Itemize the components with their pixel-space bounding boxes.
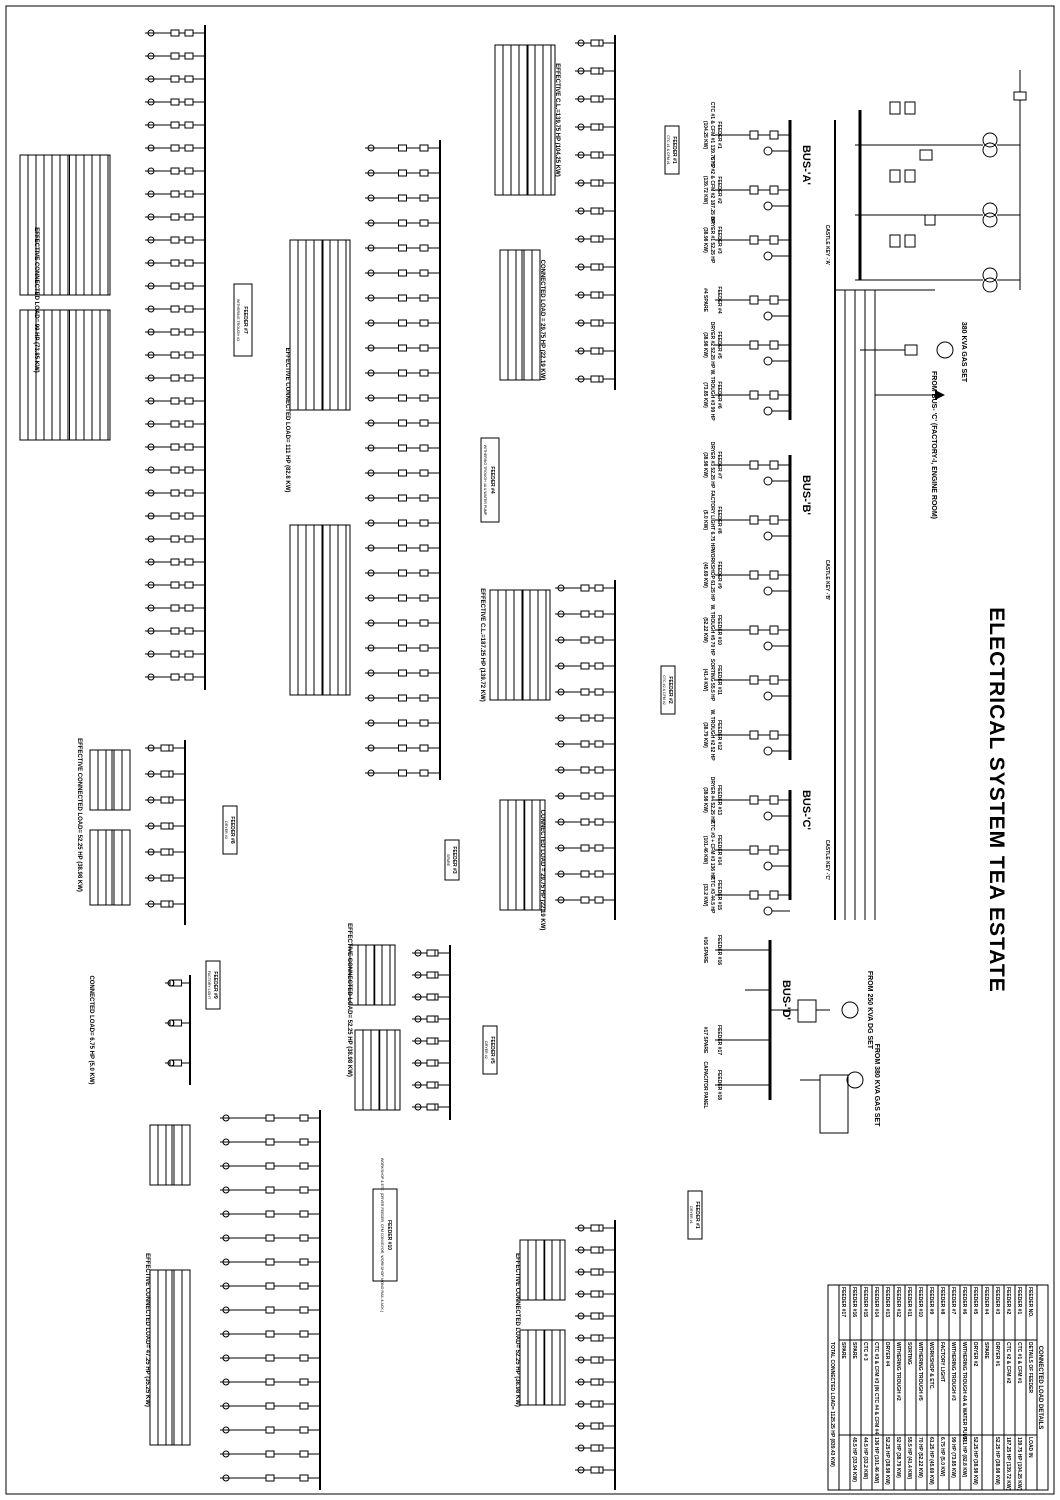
feeder-10-subtitle: WORKSHOP & ETC. (DRYER FEEDER, CFM CONVEYOR, WORKSHOP, MONO RAIL & ACK.) xyxy=(380,1157,384,1313)
load-table-title: CONNECTED LOAD DETAILS xyxy=(1037,1345,1043,1430)
load-table-cell: SORTING xyxy=(906,1342,912,1365)
castle-key-c: CASTLE KEY -'C' xyxy=(824,839,830,881)
bus-feeder-label: (5.0 KW) xyxy=(702,510,708,530)
feeder-5-title: FEEDER #5 xyxy=(489,1036,495,1064)
load-table-cell: CTC #1 & CFM #1 xyxy=(1016,1342,1022,1384)
bus-feeder-label: FEEDER #9 xyxy=(716,561,722,589)
bus-feeder-label: (101.46 KW) xyxy=(702,835,708,865)
bus-feeder-label: (38.98 KW) xyxy=(702,227,708,253)
load-table-cell: 70 HP (52.22 KW) xyxy=(917,1437,923,1478)
load-table-cell: FEEDER #5 xyxy=(972,1287,978,1315)
dg-set-label: FROM 250 KVA DG SET xyxy=(866,970,873,1050)
feeder-detail xyxy=(412,945,450,1120)
load-table-cell: FEEDER #12 xyxy=(895,1287,901,1318)
load-table-cell: WITHERING TROUGH #2 xyxy=(895,1342,901,1401)
bus-feeder-label: CTC #1 & CFM #1 139.75 HP xyxy=(709,101,715,169)
bus-feeder xyxy=(702,217,790,264)
load-table-cell: SPARE xyxy=(851,1342,857,1359)
feeder-3-title: FEEDER #3 xyxy=(451,846,457,874)
motor-table xyxy=(290,525,350,695)
bus-feeder-label: (38.98 KW) xyxy=(702,787,708,813)
bus-feeder-label: (73.85 KW) xyxy=(702,382,708,408)
load-table-header: LOAD IN xyxy=(1027,1437,1033,1458)
bus-feeder-label: FEEDER #15 xyxy=(716,879,722,911)
motor-table xyxy=(150,1270,190,1445)
load-table-cell: 52 HP (38.79 KW) xyxy=(895,1437,901,1478)
load-table-cell: FEEDER #4 xyxy=(983,1287,989,1315)
bus-feeder xyxy=(702,157,790,224)
drawing-title: ELECTRICAL SYSTEM TEA ESTATE xyxy=(985,607,1008,993)
load-table-cell: FEEDER #6 xyxy=(961,1287,967,1315)
motor-table xyxy=(290,240,350,410)
feeder-9-connected: CONNECTED LOAD= 6.75 HP (5.0 KW) xyxy=(88,975,94,1085)
bus-feeder xyxy=(702,877,790,915)
bus-feeder-label: FACTORY LIGHT 6.75 HP xyxy=(709,490,715,550)
feeder-3-subtitle: SPARE xyxy=(446,854,450,866)
motor-table xyxy=(90,750,130,810)
feeder-dryer1-effective: EFFECTIVE CONNECTED LOAD= 52.25 HP (38.98 KW) xyxy=(514,1253,520,1407)
bus-feeder xyxy=(702,1061,745,1108)
bus-feeder xyxy=(702,821,790,880)
load-table-cell: FEEDER #17 xyxy=(840,1287,846,1318)
load-table-cell: 99 HP (73.85 KW) xyxy=(950,1437,956,1478)
bus-feeder-label: W. TROUGH #3 99 HP xyxy=(709,369,715,421)
load-table-cell: 52.25 HP (38.98 KW) xyxy=(994,1437,1000,1485)
load-table-cell: 45.5 HP (33.94 KW) xyxy=(851,1437,857,1482)
bus-feeder-label: #4 SPARE xyxy=(702,288,708,312)
feeder-2-subtitle: CTC #2 & CFM #2 xyxy=(662,675,666,705)
load-table-cell: DRYER #1 xyxy=(994,1342,1000,1367)
load-table-cell: FEEDER #16 xyxy=(851,1287,857,1318)
feeder-5-effective: EFFECTIVE CONNECTED LOAD= 52.25 HP (38.98 KW) xyxy=(346,923,352,1077)
bus-feeder-label: CTC #2 & CFM #2 187.25 HP xyxy=(709,156,715,224)
load-table-cell: 44.5 HP (33.2 KW) xyxy=(862,1437,868,1480)
load-table-cell: FEEDER #14 xyxy=(873,1287,879,1318)
load-table-cell: FEEDER #8 xyxy=(939,1287,945,1315)
bus-feeder-label: (45.69 KW) xyxy=(702,562,708,588)
bus-feeder-label: WORKSHOP 61.25 HP xyxy=(709,548,715,602)
feeder-detail xyxy=(575,1220,615,1490)
load-table-cell: 61.25 HP (45.69 KW) xyxy=(928,1437,934,1485)
bus-a-label: BUS-'A' xyxy=(800,144,812,186)
motor-table xyxy=(90,830,130,905)
bus-feeder-label: CAPACITOR PANEL xyxy=(702,1061,708,1109)
bus-feeder-label: FEEDER #10 xyxy=(716,614,722,646)
motor-table xyxy=(350,945,395,1005)
feeder-2-title: FEEDER #2 xyxy=(667,676,673,704)
load-table-cell: 111 HP (82.8 KW) xyxy=(961,1437,967,1478)
load-table-cell: WITHERING TROUGH #3 xyxy=(950,1342,956,1401)
bus-feeder xyxy=(702,322,790,369)
bus-feeder-label: (139.72 KW) xyxy=(702,175,708,205)
feeder-4-subtitle: WITHERING TROUGH 4A & WATER PUMP xyxy=(483,444,487,516)
feeder-8-title: FEEDER #8 xyxy=(229,816,235,844)
bus-feeder-label: (41.4 KW) xyxy=(702,668,708,692)
load-table-cell: FEEDER #9 xyxy=(928,1287,934,1315)
motor-table xyxy=(495,45,555,195)
load-table-cell: FEEDER #7 xyxy=(950,1287,956,1315)
feeder-titles xyxy=(206,126,702,1312)
feeder-detail-group xyxy=(20,25,615,1490)
feeder-detail xyxy=(145,740,185,925)
bus-feeder-label: W. TROUGH #2 52 HP xyxy=(709,709,715,761)
load-table-cell: CTC #2 & CFM #2 xyxy=(1005,1342,1011,1384)
bus-d-label: BUS-'D' xyxy=(780,979,792,1021)
bus-feeder-label: SORTING 55.5 HP xyxy=(709,658,715,702)
bus-feeder-label: FEEDER #6 xyxy=(716,381,722,409)
bus-feeder-label: FEEDER #18 xyxy=(716,1069,722,1101)
bus-feeder xyxy=(702,442,790,489)
feeder-5-subtitle: DRYER #2 xyxy=(484,1041,488,1059)
feeder-9-title: FEEDER #9 xyxy=(212,971,218,999)
bus-feeder-label: FEEDER #3 xyxy=(716,226,722,254)
load-table-cell: 136 HP (101.46 KW) xyxy=(873,1437,879,1484)
load-table-cell: 187.25 HP (139.72 KW) xyxy=(1005,1437,1011,1491)
feeder-detail xyxy=(145,25,205,690)
feeder-8-effective: EFFECTIVE CONNECTED LOAD= 52.25 HP (38.98 KW) xyxy=(76,738,82,892)
bus-feeder xyxy=(702,709,790,761)
bus-feeder-label: (52.22 KW) xyxy=(702,617,708,643)
load-table-cell: FEEDER #13 xyxy=(884,1287,890,1318)
castle-key-b: CASTLE KEY -'B' xyxy=(824,559,830,601)
feeder-1-effective: EFFECTIVE C.L.=139.75 HP (104.25 KW) xyxy=(554,63,560,177)
bus-feeder xyxy=(702,659,790,702)
connected-load-table xyxy=(828,1285,1048,1491)
feeder-detail xyxy=(220,1110,320,1490)
bus-feeder-label: DRYER #1 52.25 HP xyxy=(709,216,715,264)
bus-feeder-label: DRYER #4 52.25 HP xyxy=(709,776,715,824)
bus-feeder-label: FEEDER #8 xyxy=(716,506,722,534)
feeder-1-title: FEEDER #1 xyxy=(671,136,677,164)
load-table-cell: CTC #3 & CFM #3 (IN CTC #4 & CFM #4) xyxy=(873,1342,879,1436)
load-table-cell: DRYER #2 xyxy=(972,1342,978,1367)
load-table-cell: FEEDER #10 xyxy=(917,1287,923,1318)
bus-feeder xyxy=(702,777,790,824)
motor-table xyxy=(355,1030,400,1110)
bus-feeder-label: FEEDER #4 xyxy=(716,286,722,314)
feeder-detail xyxy=(575,35,615,390)
feeder-4-title: FEEDER #4 xyxy=(489,466,495,494)
load-table-header: FEEDER NO. xyxy=(1027,1287,1033,1318)
bus-feeder-label: FEEDER #17 xyxy=(716,1024,722,1056)
bus-feeder xyxy=(702,286,790,320)
bus-feeder-label: FEEDER #5 xyxy=(716,331,722,359)
bus-feeder-label: FEEDER #1 xyxy=(716,121,722,149)
bus-feeder-label: (33.2 KW) xyxy=(702,883,708,907)
gas-set-2-label: FROM 380 KVA GAS SET xyxy=(873,1043,880,1127)
bus-c-label: BUS-'C' xyxy=(800,789,812,831)
feeder-1-connected: CONNECTED LOAD = 29.75 HP (22.19 KW) xyxy=(539,259,545,381)
bus-feeder-label: (38.98 KW) xyxy=(702,332,708,358)
bus-feeder-label: CTC #3 + CFM #3 136 HP xyxy=(709,820,715,880)
bus-feeder-label: FEEDER #2 xyxy=(716,176,722,204)
load-table-cell: FEEDER #1 xyxy=(1016,1287,1022,1315)
load-table-header: DETAILS OF FEEDER xyxy=(1027,1342,1033,1394)
feeder-1-subtitle: CTC #1 & CFM #1 xyxy=(666,135,670,165)
load-table-cell: 6.75 HP (5.0 KW) xyxy=(939,1437,945,1477)
feeder-detail xyxy=(365,140,440,780)
bus-feeder-label: FEEDER #11 xyxy=(716,665,722,695)
load-table-cell: 52.25 HP (38.98 KW) xyxy=(972,1437,978,1485)
motor-table xyxy=(520,1330,565,1405)
feeder-8-subtitle: DRYER #3 xyxy=(224,821,228,839)
bus-feeder-label: (38.79 KW) xyxy=(702,722,708,748)
motor-table xyxy=(500,800,545,910)
load-table-cell: FACTORY LIGHT xyxy=(939,1342,945,1382)
bus-feeder-label: FEEDER #13 xyxy=(716,784,722,816)
motor-table xyxy=(150,1125,190,1185)
load-table-cell: WITHERING TROUGH #5 xyxy=(917,1342,923,1401)
load-table-cell: SPARE xyxy=(983,1342,989,1359)
bus-feeder-label: #17 SPARE xyxy=(702,1026,708,1054)
load-table-cell: FEEDER #15 xyxy=(862,1287,868,1318)
bus-feeder-label: FEEDER #16 xyxy=(716,934,722,966)
feeder-10-title: FEEDER #10 xyxy=(386,1219,392,1251)
feeder-9-subtitle: FACTORY LIGHT xyxy=(207,970,211,1000)
feeder-7-subtitle: WITHERING TROUGH #3 xyxy=(236,298,240,342)
load-table-total: TOTAL CONNECTED LOAD= 1125.25 HP (839.43 KW) xyxy=(829,1342,835,1467)
bus-feeder xyxy=(702,1025,745,1055)
load-table-cell: DRYER #4 xyxy=(884,1342,890,1367)
feeder-7-effective: EFFECTIVE CONNECTED LOAD= 99 HP (73.85 KW) xyxy=(33,227,39,373)
bus-d-section xyxy=(745,940,880,1133)
bus-feeder-group xyxy=(702,102,790,1109)
bus-feeder-label: (104.25 KW) xyxy=(702,120,708,150)
bus-feeder-label: FEEDER #7 xyxy=(716,451,722,479)
motor-table xyxy=(490,590,550,700)
gas-set-label: 380 KVA GAS SET xyxy=(960,321,967,383)
bus-feeder-label: DRYER #2 52.25 HP xyxy=(709,321,715,369)
bus-feeder xyxy=(702,490,790,550)
bus-feeder xyxy=(702,369,790,421)
feeder-detail xyxy=(165,975,190,1085)
load-table-cell: 55.5 HP (41.4 KW) xyxy=(906,1437,912,1480)
load-table-cell: 52.25 HP (38.98 KW) xyxy=(884,1437,890,1485)
motor-table xyxy=(500,250,540,380)
from-bus-c-label: FROM BUS- 'C' (FACTORY-I, ENGINE ROOM) xyxy=(930,371,937,519)
feeder-7-title: FEEDER #7 xyxy=(242,306,248,334)
bus-feeder-label: W. TROUGH #5 70 HP xyxy=(709,604,715,656)
motor-table xyxy=(520,1240,565,1300)
bus-feeder xyxy=(702,549,790,602)
bus-b-label: BUS-'B' xyxy=(800,474,812,516)
feeder-detail xyxy=(555,580,615,920)
feeder-2-connected: CONNECTED LOAD = 29.75 HP (22.19 KW) xyxy=(539,809,545,931)
feeder-dryer1-subtitle: DRYER #1 xyxy=(689,1206,693,1224)
bus-feeder-label: (38.98 KW) xyxy=(702,452,708,478)
feeder-2-effective: EFFECTIVE C.L.=187.25 HP (139.72 KW) xyxy=(479,588,485,702)
bus-feeder-label: FEEDER #12 xyxy=(716,719,722,751)
castle-key-a: CASTLE KEY -'A' xyxy=(824,224,830,266)
load-table-cell: 139.75 HP (104.25 KW) xyxy=(1016,1437,1022,1491)
bus-feeder-label: #16 SPARE xyxy=(702,936,708,964)
feeder-4-effective: EFFECTIVE CONNECTED LOAD= 111 HP (82.8 KW) xyxy=(284,347,290,493)
load-table-cell: FEEDER #11 xyxy=(906,1287,912,1317)
load-table-cell: FEEDER #2 xyxy=(1005,1287,1011,1315)
load-table-cell: FEEDER #3 xyxy=(994,1287,1000,1315)
load-table-cell: SPARE xyxy=(840,1342,846,1359)
bus-feeder-label: CTC #3 44.5 HP xyxy=(709,876,715,914)
feeder-dryer1-title: FEEDER #1 xyxy=(694,1201,700,1229)
bus-feeder xyxy=(702,604,790,656)
feeder-10-effective: EFFECTIVE CONNECTED LOAD= 47.25 HP (35.25 KW) xyxy=(144,1253,150,1407)
load-table-cell: WITHERING TROUGH 4A & WATER PUMP xyxy=(961,1342,967,1442)
bus-feeder-label: FEEDER #14 xyxy=(716,834,722,866)
bus-feeder-label: DRYER #3 52.25 HP xyxy=(709,441,715,489)
load-table-cell: WORKSHOP & ETC. xyxy=(928,1342,934,1390)
bus-feeder xyxy=(702,935,745,965)
load-table-cell: CTC # 3 xyxy=(862,1342,868,1361)
